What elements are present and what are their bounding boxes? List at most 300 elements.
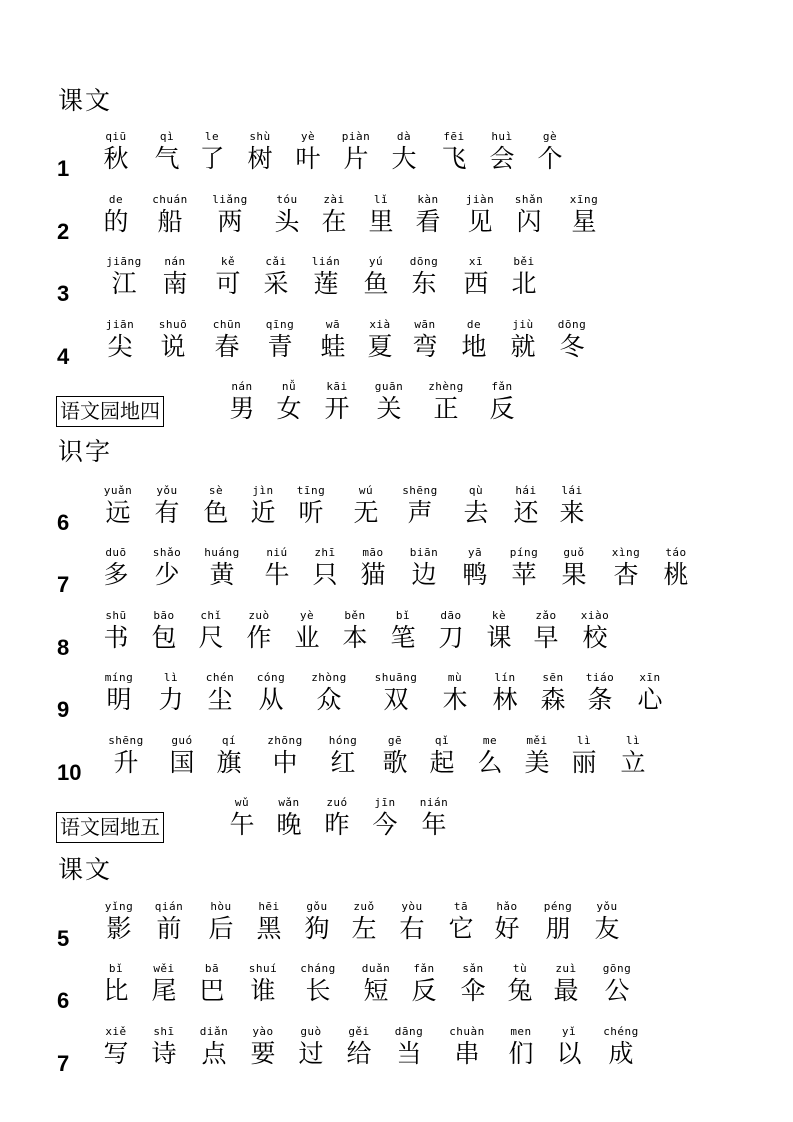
pinyin-label: qiū [105,130,127,143]
hanzi-character: 树 [247,144,273,173]
hanzi-character: 边 [411,560,437,589]
pinyin-label: yè [300,130,316,143]
hanzi-character: 说 [160,332,186,361]
pinyin-label: lì [163,671,179,684]
pinyin-label: xiě [105,1025,127,1038]
pinyin-label: kě [220,255,236,268]
pinyin-label: gěi [348,1025,370,1038]
pinyin-label: bǐ [395,609,411,622]
hanzi-character: 片 [343,144,369,173]
hanzi-character: 红 [330,748,356,777]
hanzi-character: 叶 [295,144,321,173]
pinyin-label: tīng [296,484,326,497]
hanzi-character: 朋 [545,914,571,943]
pinyin-label: zhòng [311,671,347,684]
lesson-number: 7 [57,1051,70,1076]
hanzi-character: 去 [463,498,489,527]
pinyin-label: shǎo [152,546,182,559]
pinyin-label: wān [414,318,436,331]
pinyin-label: bāo [153,609,175,622]
hanzi-character: 春 [214,332,240,361]
pinyin-label: zhèng [428,380,464,393]
hanzi-character: 黑 [256,914,282,943]
hanzi-character: 采 [263,269,289,298]
hanzi-character: 可 [215,269,241,298]
pinyin-label: dōng [557,318,587,331]
pinyin-label: cóng [256,671,286,684]
hanzi-character: 听 [298,498,324,527]
pinyin-label: de [108,193,124,206]
pinyin-label: kè [491,609,507,622]
hanzi-character: 见 [467,207,493,236]
hanzi-character: 作 [246,623,272,652]
lesson-row [0,609,793,669]
character-cell [610,671,690,715]
hanzi-character: 写 [103,1039,129,1068]
pinyin-label: guǒ [563,546,585,559]
lesson-row [0,318,793,378]
pinyin-label: shēng [402,484,438,497]
pinyin-label: shǎn [514,193,544,206]
hanzi-character: 心 [637,685,663,714]
pinyin-label: zài [323,193,345,206]
hanzi-character: 正 [433,394,459,423]
pinyin-label: sǎn [462,962,484,975]
hanzi-character: 明 [106,685,132,714]
lesson-row [0,900,793,960]
hanzi-character: 尘 [207,685,233,714]
hanzi-character: 森 [540,685,566,714]
character-cell [462,380,542,424]
pinyin-label: píng [509,546,539,559]
pinyin-label: hái [515,484,537,497]
hanzi-character: 船 [157,207,183,236]
hanzi-character: 前 [156,914,182,943]
hanzi-character: 早 [533,623,559,652]
hanzi-character: 以 [556,1039,582,1068]
hanzi-character: 影 [106,914,132,943]
hanzi-character: 还 [513,498,539,527]
hanzi-character: 少 [154,560,180,589]
pinyin-label: qù [468,484,484,497]
pinyin-label: hēi [258,900,280,913]
pinyin-label: fǎn [491,380,513,393]
hanzi-character: 两 [217,207,243,236]
hanzi-character: 在 [321,207,347,236]
pinyin-label: sè [208,484,224,497]
hanzi-character: 中 [272,748,298,777]
lesson-number: 5 [57,926,70,951]
hanzi-character: 丽 [571,748,597,777]
lesson-number: 1 [57,156,70,181]
lesson-number: 8 [57,635,70,660]
pinyin-label: mù [447,671,463,684]
pinyin-label: zuì [555,962,577,975]
lesson-number: 6 [57,988,70,1013]
pinyin-label: cháng [300,962,336,975]
hanzi-character: 黄 [209,560,235,589]
hanzi-character: 昨 [324,810,350,839]
pinyin-label: chǐ [200,609,222,622]
pinyin-label: biān [409,546,439,559]
pinyin-label: měi [526,734,548,747]
pinyin-label: diǎn [199,1025,229,1038]
pinyin-label: xī [468,255,484,268]
hanzi-character: 来 [559,498,585,527]
hanzi-character: 关 [376,394,402,423]
pinyin-label: lì [625,734,641,747]
lesson-number: 2 [57,219,70,244]
hanzi-character: 狗 [304,914,330,943]
hanzi-character: 们 [508,1039,534,1068]
pinyin-label: zǎo [535,609,557,622]
hanzi-character: 刀 [438,623,464,652]
pinyin-label: yǐ [561,1025,577,1038]
hanzi-character: 尾 [151,976,177,1005]
lesson-number: 9 [57,697,70,722]
lesson-row [0,671,793,731]
hanzi-character: 苹 [511,560,537,589]
hanzi-character: 尖 [107,332,133,361]
hanzi-character: 了 [199,144,225,173]
pinyin-label: gōng [602,962,632,975]
lesson-row [0,130,793,190]
pinyin-label: xià [369,318,391,331]
pinyin-label: huáng [204,546,240,559]
hanzi-character: 看 [415,207,441,236]
hanzi-character: 飞 [441,144,467,173]
hanzi-character: 气 [154,144,180,173]
pinyin-label: gē [387,734,403,747]
pinyin-label: nán [164,255,186,268]
pinyin-label: men [510,1025,532,1038]
character-cell [636,546,716,590]
hanzi-character: 开 [324,394,350,423]
pinyin-label: bā [204,962,220,975]
pinyin-label: hǎo [496,900,518,913]
pinyin-label: sēn [542,671,564,684]
hanzi-character: 友 [594,914,620,943]
hanzi-character: 地 [461,332,487,361]
pinyin-label: tóu [276,193,298,206]
pinyin-label: zuó [326,796,348,809]
hanzi-character: 色 [203,498,229,527]
pinyin-label: guó [171,734,193,747]
section-heading: 课文 [58,86,113,115]
pinyin-label: yú [368,255,384,268]
pinyin-label: hòu [210,900,232,913]
pinyin-label: niú [266,546,288,559]
hanzi-character: 牛 [264,560,290,589]
pinyin-label: shū [105,609,127,622]
hanzi-character: 条 [587,685,613,714]
hanzi-character: 笔 [390,623,416,652]
pinyin-label: nǚ [281,380,297,393]
hanzi-character: 校 [582,623,608,652]
pinyin-label: shuō [158,318,188,331]
pinyin-label: jiāng [106,255,142,268]
pinyin-label: zhōng [267,734,303,747]
hanzi-character: 点 [201,1039,227,1068]
pinyin-label: nán [231,380,253,393]
pinyin-label: míng [104,671,134,684]
hanzi-character: 串 [454,1039,480,1068]
lesson-number: 10 [57,760,82,785]
pinyin-label: chéng [603,1025,639,1038]
hanzi-character: 力 [158,685,184,714]
pinyin-label: péng [543,900,573,913]
hanzi-character: 好 [494,914,520,943]
pinyin-label: cǎi [265,255,287,268]
pinyin-label: yòu [401,900,423,913]
lesson-row [0,546,793,606]
hanzi-character: 么 [477,748,503,777]
hanzi-character: 远 [105,498,131,527]
hanzi-character: 尺 [198,623,224,652]
hanzi-character: 给 [346,1039,372,1068]
lesson-row [0,484,793,544]
pinyin-label: yào [252,1025,274,1038]
hanzi-character: 比 [103,976,129,1005]
hanzi-character: 右 [399,914,425,943]
section-box-label: 语文园地四 [56,396,164,427]
hanzi-character: 多 [103,560,129,589]
pinyin-label: lín [494,671,516,684]
hanzi-character: 就 [510,332,536,361]
pinyin-label: běi [513,255,535,268]
pinyin-label: liǎng [212,193,248,206]
pinyin-label: chuán [152,193,188,206]
hanzi-character: 伞 [460,976,486,1005]
pinyin-label: kàn [417,193,439,206]
pinyin-label: shuí [248,962,278,975]
pinyin-label: běn [344,609,366,622]
hanzi-character: 年 [421,810,447,839]
hanzi-character: 果 [561,560,587,589]
hanzi-character: 木 [442,685,468,714]
hanzi-character: 北 [511,269,537,298]
hanzi-character: 弯 [412,332,438,361]
hanzi-character: 国 [169,748,195,777]
hanzi-character: 个 [537,144,563,173]
pinyin-label: nián [419,796,449,809]
lesson-row [0,193,793,253]
hanzi-character: 左 [351,914,377,943]
hanzi-character: 反 [411,976,437,1005]
pinyin-label: lǐ [373,193,389,206]
pinyin-label: zuǒ [353,900,375,913]
hanzi-character: 书 [103,623,129,652]
pinyin-label: chūn [212,318,242,331]
pinyin-label: wā [325,318,341,331]
pinyin-label: tù [512,962,528,975]
pinyin-label: xīn [639,671,661,684]
hanzi-character: 有 [154,498,180,527]
character-cell [532,484,612,528]
hanzi-character: 林 [492,685,518,714]
pinyin-label: duō [105,546,127,559]
character-cell [532,318,612,362]
pinyin-label: lái [561,484,583,497]
hanzi-character: 青 [267,332,293,361]
hanzi-character: 桃 [663,560,689,589]
hanzi-character: 的 [103,207,129,236]
pinyin-label: duǎn [361,962,391,975]
character-cell [581,1025,661,1069]
hanzi-character: 兔 [507,976,533,1005]
hanzi-character: 西 [463,269,489,298]
hanzi-character: 鸭 [462,560,488,589]
pinyin-label: yè [299,609,315,622]
pinyin-label: jīn [374,796,396,809]
hanzi-character: 晚 [276,810,302,839]
pinyin-label: tiáo [585,671,615,684]
pinyin-label: tā [453,900,469,913]
pinyin-label: xìng [611,546,641,559]
hanzi-character: 蛙 [320,332,346,361]
hanzi-character: 东 [411,269,437,298]
hanzi-character: 江 [111,269,137,298]
pinyin-label: shēng [108,734,144,747]
hanzi-character: 会 [489,144,515,173]
pinyin-label: zuò [248,609,270,622]
pinyin-label: jiàn [465,193,495,206]
character-cell [394,796,474,840]
pinyin-label: wǔ [234,796,250,809]
pinyin-label: le [204,130,220,143]
hanzi-character: 美 [524,748,550,777]
pinyin-label: dà [396,130,412,143]
character-cell [593,734,673,778]
hanzi-character: 升 [113,748,139,777]
hanzi-character: 后 [208,914,234,943]
lesson-number: 7 [57,572,70,597]
hanzi-character: 头 [274,207,300,236]
pinyin-label: xīng [569,193,599,206]
hanzi-character: 男 [229,394,255,423]
pinyin-label: lián [311,255,341,268]
hanzi-character: 短 [363,976,389,1005]
pinyin-label: guān [374,380,404,393]
pinyin-label: qián [154,900,184,913]
hanzi-character: 莲 [313,269,339,298]
character-cell [510,130,590,174]
pinyin-label: dōng [409,255,439,268]
pinyin-label: hóng [328,734,358,747]
character-cell [567,900,647,944]
hanzi-character: 南 [162,269,188,298]
hanzi-character: 谁 [250,976,276,1005]
hanzi-character: 旗 [216,748,242,777]
pinyin-label: qì [159,130,175,143]
hanzi-character: 长 [305,976,331,1005]
lesson-number: 3 [57,281,70,306]
hanzi-character: 里 [368,207,394,236]
hanzi-character: 女 [276,394,302,423]
lesson-number: 6 [57,510,70,535]
pinyin-label: bǐ [108,962,124,975]
pinyin-label: gè [542,130,558,143]
pinyin-label: wěi [153,962,175,975]
character-cell [577,962,657,1006]
pinyin-label: kāi [326,380,348,393]
hanzi-character: 诗 [151,1039,177,1068]
lesson-row [0,734,793,794]
hanzi-character: 它 [448,914,474,943]
hanzi-character: 起 [429,748,455,777]
hanzi-character: 过 [298,1039,324,1068]
pinyin-label: yǒu [596,900,618,913]
lesson-row [0,962,793,1022]
pinyin-label: qí [221,734,237,747]
pinyin-label: xiào [580,609,610,622]
hanzi-character: 鱼 [363,269,389,298]
pinyin-label: jiān [105,318,135,331]
boxed-section-row [0,380,793,440]
pinyin-label: qǐ [434,734,450,747]
hanzi-character: 众 [316,685,342,714]
hanzi-character: 反 [489,394,515,423]
pinyin-label: chén [205,671,235,684]
pinyin-label: yǒu [156,484,178,497]
hanzi-character: 猫 [360,560,386,589]
hanzi-character: 业 [294,623,320,652]
character-cell [555,609,635,653]
pinyin-label: lì [576,734,592,747]
pinyin-label: dāo [440,609,462,622]
hanzi-character: 公 [604,976,630,1005]
lesson-row [0,255,793,315]
lesson-number: 4 [57,344,70,369]
hanzi-character: 成 [608,1039,634,1068]
section-heading: 课文 [58,855,113,884]
pinyin-label: shuāng [374,671,418,684]
hanzi-character: 要 [250,1039,276,1068]
pinyin-label: dāng [394,1025,424,1038]
pinyin-label: táo [665,546,687,559]
hanzi-character: 双 [383,685,409,714]
section-heading: 识字 [58,437,113,466]
pinyin-label: piàn [341,130,371,143]
hanzi-character: 秋 [103,144,129,173]
character-cell [544,193,624,237]
pinyin-label: qīng [265,318,295,331]
pinyin-label: māo [362,546,384,559]
character-cell [484,255,564,299]
hanzi-character: 课 [486,623,512,652]
hanzi-character: 歌 [382,748,408,777]
pinyin-label: shī [153,1025,175,1038]
pinyin-label: jìn [252,484,274,497]
hanzi-character: 声 [407,498,433,527]
hanzi-character: 最 [553,976,579,1005]
hanzi-character: 本 [342,623,368,652]
hanzi-character: 星 [571,207,597,236]
pinyin-label: huì [491,130,513,143]
hanzi-character: 夏 [367,332,393,361]
pinyin-label: zhī [314,546,336,559]
pinyin-label: guò [300,1025,322,1038]
pinyin-label: yǐng [104,900,134,913]
hanzi-character: 当 [396,1039,422,1068]
pinyin-label: gǒu [306,900,328,913]
pinyin-label: yā [467,546,483,559]
pinyin-label: wǎn [278,796,300,809]
pinyin-label: shù [249,130,271,143]
hanzi-character: 立 [620,748,646,777]
pinyin-label: jiù [512,318,534,331]
hanzi-character: 杏 [613,560,639,589]
